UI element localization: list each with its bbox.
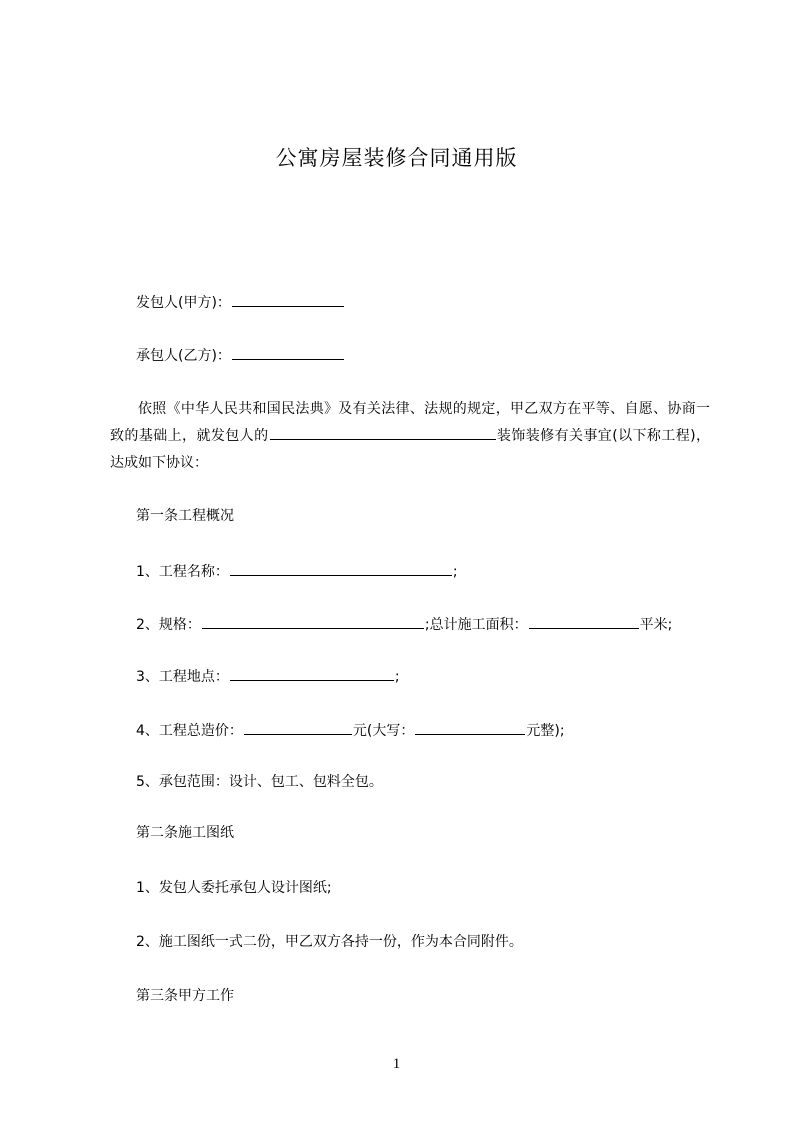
item1-end: ; (452, 564, 458, 580)
location-blank[interactable] (230, 665, 394, 681)
item3-end: ; (394, 669, 400, 685)
article2-item2: 2、施工图纸一式二份，甲乙双方各持一份，作为本合同附件。 (136, 934, 523, 950)
article1-item3 (136, 665, 400, 687)
document-title: 公寓房屋装修合同通用版 (275, 146, 518, 170)
intro-text-1: 依照《中华人民共和国民法典》及有关法律、法规的规定，甲乙双方在平等、自愿、协商一致的基础上，就发包人的 (110, 401, 710, 444)
party-b-label: 承包人(乙方)： (136, 348, 231, 364)
project-name-blank[interactable] (230, 560, 452, 576)
party-b-line (136, 344, 345, 366)
item4-end: 元整); (526, 723, 565, 739)
article1-item4 (136, 719, 565, 741)
article1-item2 (136, 613, 672, 635)
area-unit: 平米; (639, 617, 673, 633)
area-label: ;总计施工面积： (424, 617, 528, 633)
article1-item1 (136, 560, 458, 582)
article3-heading: 第三条甲方工作 (136, 988, 234, 1004)
spec-blank[interactable] (202, 613, 424, 629)
spec-label: 2、规格： (136, 617, 201, 633)
intro-text-2: 装饰装修有关事宜(以下称工程)，达成如下协议： (110, 428, 710, 471)
party-a-line (136, 291, 345, 313)
party-a-label: 发包人(甲方)： (136, 295, 231, 311)
party-b-blank[interactable] (232, 344, 344, 360)
party-a-blank[interactable] (232, 291, 344, 307)
total-cost-label: 4、工程总造价： (136, 723, 243, 739)
project-name-label: 1、工程名称： (136, 564, 229, 580)
uppercase-blank[interactable] (415, 719, 525, 735)
intro-paragraph (110, 396, 710, 477)
uppercase-label: 元(大写： (352, 723, 415, 739)
project-blank[interactable] (270, 424, 496, 440)
location-label: 3、工程地点： (136, 669, 229, 685)
article1-heading: 第一条工程概况 (136, 508, 234, 524)
page-number: 1 (392, 1056, 401, 1072)
article2-item1: 1、发包人委托承包人设计图纸; (136, 880, 332, 896)
article1-item5: 5、承包范围：设计、包工、包料全包。 (136, 774, 383, 790)
total-cost-blank[interactable] (244, 719, 352, 735)
area-blank[interactable] (529, 613, 639, 629)
article2-heading: 第二条施工图纸 (136, 825, 234, 841)
